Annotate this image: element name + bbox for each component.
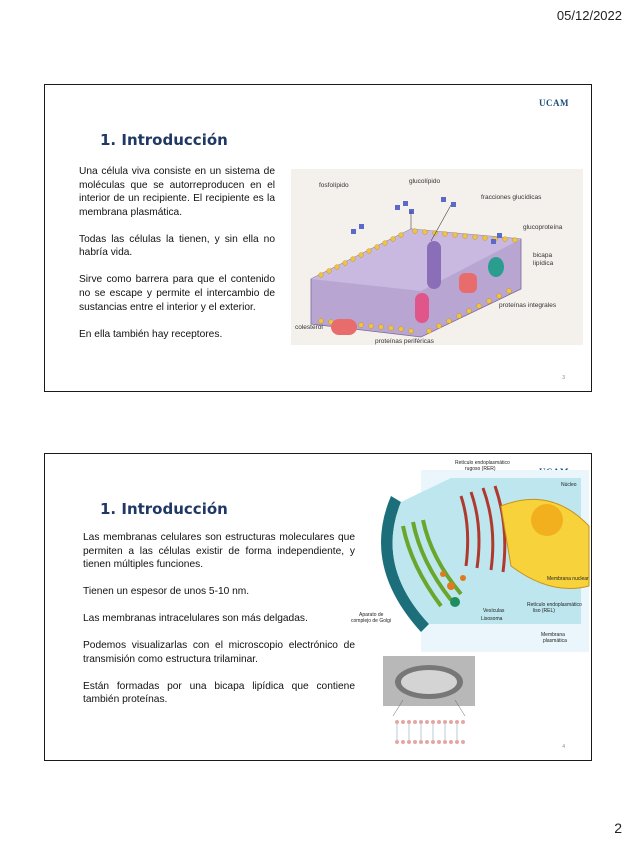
slide-body: [79, 165, 275, 355]
slide-body: [83, 531, 355, 720]
label-rer-line2: rugoso (RER): [465, 466, 496, 472]
label-bicapa: bicapa: [533, 252, 553, 259]
slide-number: 3: [562, 375, 565, 381]
label-plasmatica-line1: Membrana: [541, 632, 565, 638]
label-lipidica: lipídica: [533, 260, 554, 267]
paragraph: Las membranas celulares son estructuras moleculares que permiten a las células existir de forma independiente, y tienen múltiples funciones.: [83, 532, 355, 571]
slide-title: 1. Introducción: [100, 500, 228, 518]
paragraph: Podemos visualizarlas con el microscopio electrónico de transmisión como estructura trilaminar.: [83, 640, 355, 665]
label-rer-line1: Retículo endoplasmático: [455, 460, 510, 466]
micrograph-image: [383, 656, 475, 750]
label-colesterol: colesterol: [295, 324, 323, 331]
ucam-logo: UCAM: [539, 98, 569, 108]
paragraph: Sirve como barrera para que el contenido no se escape y permite el intercambio de sustancias entre el interior y el exterior.: [79, 274, 275, 313]
paragraph: Están formadas por una bicapa lipídica que contiene también proteínas.: [83, 680, 355, 706]
membrane-diagram: [291, 169, 583, 345]
label-perifericas: proteínas periféricas: [375, 338, 434, 345]
slide-title: 1. Introducción: [100, 131, 228, 149]
page-number: 2: [614, 820, 622, 836]
paragraph: Tienen un espesor de unos 5-10 nm.: [83, 586, 250, 598]
slide-2: [44, 453, 592, 761]
label-golgi-line2: complejo de Golgi: [351, 618, 392, 624]
label-glucolipido: glucolípido: [409, 178, 441, 185]
slide-number: 4: [562, 744, 565, 750]
paragraph: Todas las células la tienen, y sin ella no habría vida.: [79, 233, 275, 259]
label-fracciones: fracciones glucídicas: [481, 194, 542, 201]
paragraph: Una célula viva consiste en un sistema de moléculas que se autorreproducen en el interior de un recipiente. El recipiente es la membrana plasmática.: [79, 166, 275, 218]
slide-1: [44, 84, 592, 392]
label-glucoproteina: glucoproteína: [523, 224, 563, 231]
paragraph: Las membranas intracelulares son más delgadas.: [83, 613, 308, 625]
label-rel-line1: Retículo endoplasmático: [527, 602, 582, 608]
label-membrana-nuclear: Membrana nuclear: [547, 576, 589, 582]
label-plasmatica-line2: plasmática: [543, 638, 567, 644]
cell-diagram: [351, 456, 591, 652]
label-fosfolipido: fosfolípido: [319, 182, 349, 189]
label-vesiculas: Vesículas: [483, 608, 505, 614]
label-rel-line2: liso (REL): [533, 608, 555, 614]
label-nucleo: Núcleo: [561, 482, 577, 488]
label-golgi-line1: Aparato de: [359, 612, 384, 618]
page-date: 05/12/2022: [556, 8, 622, 23]
paragraph: En ella también hay receptores.: [79, 328, 223, 340]
label-lisosoma: Lisosoma: [481, 616, 503, 622]
label-integrales: proteínas integrales: [499, 302, 557, 309]
